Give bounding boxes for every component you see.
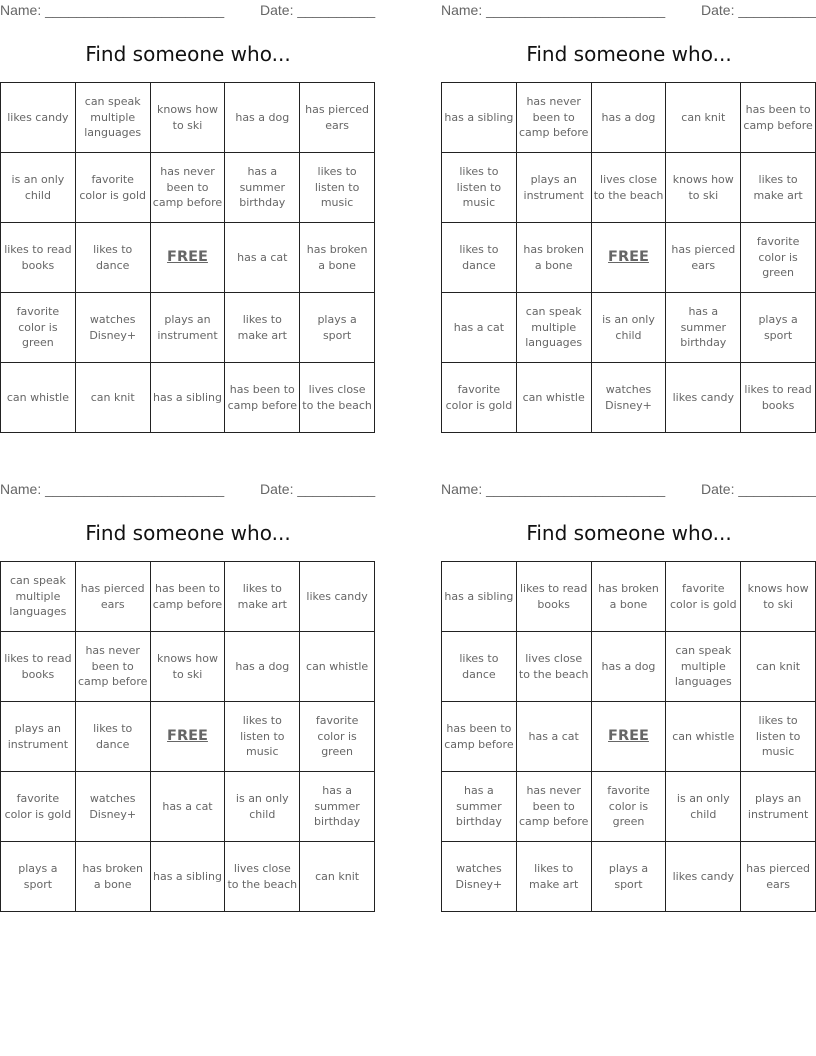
bingo-cell: favorite color is green <box>1 293 76 363</box>
bingo-cell: has broken a bone <box>517 223 592 293</box>
bingo-cell: has a cat <box>151 772 226 842</box>
bingo-cell: has a cat <box>442 293 517 363</box>
bingo-cell: plays an instrument <box>517 153 592 223</box>
name-label: Name: _______________________ <box>0 481 225 497</box>
bingo-cell: knows how to ski <box>741 562 816 632</box>
bingo-cell: likes to read books <box>517 562 592 632</box>
bingo-cell: favorite color is green <box>300 702 375 772</box>
free-space-cell: FREE <box>592 702 667 772</box>
bingo-cell: has been to camp before <box>741 83 816 153</box>
bingo-cell: likes to dance <box>76 702 151 772</box>
bingo-card-2 <box>441 0 816 440</box>
bingo-cell: has broken a bone <box>76 842 151 912</box>
free-space-cell: FREE <box>151 223 226 293</box>
bingo-cell: lives close to the beach <box>225 842 300 912</box>
bingo-cell: is an only child <box>225 772 300 842</box>
bingo-cell: favorite color is green <box>741 223 816 293</box>
bingo-cell: has a sibling <box>442 83 517 153</box>
bingo-cell: knows how to ski <box>151 632 226 702</box>
bingo-cell: has a dog <box>225 83 300 153</box>
bingo-cell: has never been to camp before <box>517 83 592 153</box>
bingo-cell: lives close to the beach <box>517 632 592 702</box>
bingo-cell: has a summer birthday <box>225 153 300 223</box>
bingo-cell: likes to read books <box>741 363 816 433</box>
date-label: Date: __________ <box>701 2 816 18</box>
bingo-cell: likes to listen to music <box>442 153 517 223</box>
bingo-cell: has pierced ears <box>666 223 741 293</box>
bingo-cell: plays a sport <box>592 842 667 912</box>
bingo-grid <box>441 82 816 433</box>
bingo-cell: likes candy <box>300 562 375 632</box>
bingo-grid <box>441 561 816 912</box>
bingo-cell: has a cat <box>517 702 592 772</box>
bingo-cell: has been to camp before <box>151 562 226 632</box>
bingo-cell: favorite color is gold <box>442 363 517 433</box>
bingo-cell: plays a sport <box>1 842 76 912</box>
bingo-cell: likes to dance <box>76 223 151 293</box>
bingo-cell: likes candy <box>666 842 741 912</box>
bingo-cell: likes to make art <box>225 562 300 632</box>
bingo-cell: has broken a bone <box>300 223 375 293</box>
bingo-cell: favorite color is gold <box>666 562 741 632</box>
bingo-cell: can whistle <box>300 632 375 702</box>
card-header <box>0 2 376 22</box>
bingo-cell: watches Disney+ <box>592 363 667 433</box>
card-title: Find someone who... <box>526 42 732 66</box>
bingo-cell: likes candy <box>1 83 76 153</box>
bingo-cell: has been to camp before <box>225 363 300 433</box>
bingo-card-3 <box>0 479 376 919</box>
bingo-cell: favorite color is green <box>592 772 667 842</box>
bingo-cell: likes to read books <box>1 632 76 702</box>
bingo-cell: plays an instrument <box>741 772 816 842</box>
free-space-cell: FREE <box>592 223 667 293</box>
bingo-card-1 <box>0 0 376 440</box>
bingo-cell: knows how to ski <box>666 153 741 223</box>
bingo-cell: has pierced ears <box>300 83 375 153</box>
bingo-cell: has never been to camp before <box>517 772 592 842</box>
bingo-cell: can speak multiple languages <box>76 83 151 153</box>
bingo-cell: has a cat <box>225 223 300 293</box>
bingo-cell: likes to listen to music <box>741 702 816 772</box>
bingo-cell: is an only child <box>666 772 741 842</box>
bingo-cell: has a sibling <box>151 842 226 912</box>
card-title: Find someone who... <box>526 521 732 545</box>
bingo-cell: can speak multiple languages <box>1 562 76 632</box>
bingo-cell: lives close to the beach <box>300 363 375 433</box>
date-label: Date: __________ <box>701 481 816 497</box>
bingo-cell: can knit <box>76 363 151 433</box>
bingo-cell: likes to read books <box>1 223 76 293</box>
bingo-cell: has never been to camp before <box>76 632 151 702</box>
bingo-cell: knows how to ski <box>151 83 226 153</box>
bingo-cell: can speak multiple languages <box>517 293 592 363</box>
card-header <box>441 2 816 22</box>
bingo-cell: watches Disney+ <box>442 842 517 912</box>
bingo-cell: plays a sport <box>300 293 375 363</box>
bingo-cell: likes to listen to music <box>225 702 300 772</box>
bingo-cell: has been to camp before <box>442 702 517 772</box>
name-label: Name: _______________________ <box>0 2 225 18</box>
bingo-cell: has pierced ears <box>741 842 816 912</box>
name-label: Name: _______________________ <box>441 481 666 497</box>
bingo-cell: has a summer birthday <box>666 293 741 363</box>
bingo-cell: is an only child <box>592 293 667 363</box>
bingo-cell: likes to dance <box>442 223 517 293</box>
bingo-cell: has never been to camp before <box>151 153 226 223</box>
bingo-cell: can speak multiple languages <box>666 632 741 702</box>
date-label: Date: __________ <box>260 481 376 497</box>
bingo-cell: favorite color is gold <box>1 772 76 842</box>
bingo-cell: has a sibling <box>442 562 517 632</box>
bingo-cell: plays an instrument <box>1 702 76 772</box>
bingo-cell: watches Disney+ <box>76 293 151 363</box>
bingo-cell: can whistle <box>666 702 741 772</box>
bingo-cell: likes to dance <box>442 632 517 702</box>
card-title: Find someone who... <box>85 521 291 545</box>
bingo-cell: likes candy <box>666 363 741 433</box>
bingo-cell: can knit <box>300 842 375 912</box>
bingo-cell: favorite color is gold <box>76 153 151 223</box>
card-header <box>0 481 376 501</box>
bingo-cell: likes to listen to music <box>300 153 375 223</box>
bingo-cell: has a summer birthday <box>300 772 375 842</box>
bingo-cell: lives close to the beach <box>592 153 667 223</box>
bingo-card-4 <box>441 479 816 919</box>
card-header <box>441 481 816 501</box>
bingo-cell: can knit <box>666 83 741 153</box>
bingo-cell: likes to make art <box>741 153 816 223</box>
bingo-cell: can whistle <box>1 363 76 433</box>
card-title: Find someone who... <box>85 42 291 66</box>
free-space-cell: FREE <box>151 702 226 772</box>
bingo-cell: likes to make art <box>517 842 592 912</box>
bingo-cell: has a dog <box>592 83 667 153</box>
date-label: Date: __________ <box>260 2 376 18</box>
name-label: Name: _______________________ <box>441 2 666 18</box>
bingo-cell: plays a sport <box>741 293 816 363</box>
bingo-cell: watches Disney+ <box>76 772 151 842</box>
bingo-cell: is an only child <box>1 153 76 223</box>
bingo-cell: can knit <box>741 632 816 702</box>
bingo-cell: likes to make art <box>225 293 300 363</box>
bingo-cell: can whistle <box>517 363 592 433</box>
bingo-grid <box>0 82 375 433</box>
bingo-cell: has a dog <box>225 632 300 702</box>
bingo-grid <box>0 561 375 912</box>
bingo-cell: has a dog <box>592 632 667 702</box>
bingo-cell: plays an instrument <box>151 293 226 363</box>
bingo-cell: has broken a bone <box>592 562 667 632</box>
bingo-cell: has a sibling <box>151 363 226 433</box>
bingo-cell: has pierced ears <box>76 562 151 632</box>
bingo-cell: has a summer birthday <box>442 772 517 842</box>
